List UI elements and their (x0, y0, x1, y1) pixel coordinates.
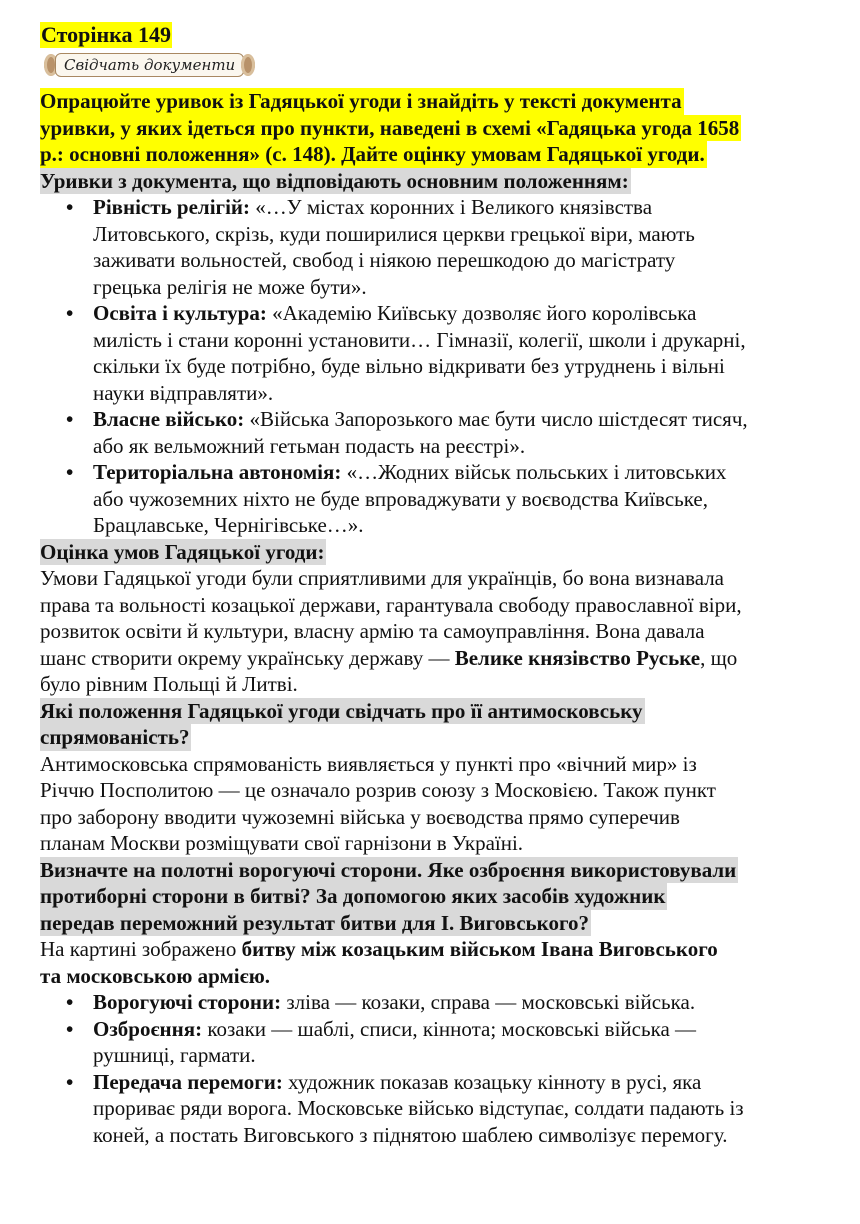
line-text (40, 565, 726, 592)
line-text (93, 406, 750, 433)
text: прориває ряди ворога. Московське військо відступає, солдати падають із (93, 1096, 744, 1120)
text: або чужоземних ніхто не буде впроваджувати у воєводства Київське, (93, 486, 708, 511)
text-line (40, 645, 840, 672)
line-text (93, 194, 654, 221)
text-line (40, 751, 840, 778)
bullet-icon: • (66, 990, 74, 1014)
text: На картині зображено (40, 937, 242, 961)
heading-anti-moscow (40, 698, 840, 751)
text: спрямованість? (40, 725, 190, 749)
line-text (40, 592, 744, 619)
text: науки відправляти». (93, 380, 274, 405)
bullet-autonomy (40, 459, 840, 539)
line-text (93, 274, 369, 301)
text: Уривки з документа, що відповідають основним положенням: (40, 168, 629, 193)
badge-label: Свідчать документи (55, 53, 244, 77)
bullet-weapons (40, 1016, 840, 1069)
ornament-right-icon (241, 54, 255, 76)
text: художник показав козацьку кінноту в русі, яка (282, 1069, 702, 1094)
text-line (40, 327, 840, 354)
line-text (40, 804, 682, 831)
text: «Війська Запорозького має бути число шістдесят тисяч, (244, 407, 748, 431)
text: протиборні сторони в битві? За допомогою яких засобів художник (40, 884, 666, 908)
text: шанс створити окрему українську державу — (40, 645, 455, 670)
text-line (40, 486, 840, 513)
heading-painting (40, 857, 840, 937)
text-line (40, 433, 840, 460)
text: або як вельможний гетьман подасть на реєстрі». (93, 433, 526, 458)
text-line (40, 883, 840, 910)
text-line (40, 194, 840, 221)
text: милість і стани коронні установити… Гімназії, колегії, школи і друкарні, (93, 327, 746, 352)
bullet-icon: • (66, 460, 74, 484)
text: , що (700, 645, 738, 670)
line-text (93, 327, 748, 354)
text-line (40, 989, 840, 1016)
line-text (40, 168, 631, 195)
text: уривки, у яких ідеться про пункти, наведені в схемі «Гадяцька угода 1658 (40, 115, 740, 140)
painting-text (40, 936, 840, 989)
line-text (40, 539, 326, 566)
text-line (40, 1122, 840, 1149)
bullet-victory (40, 1069, 840, 1149)
line-text (40, 698, 645, 725)
text-line (40, 459, 840, 486)
text: «…У містах коронних і Великого князівства (250, 195, 653, 219)
text-line (40, 1095, 840, 1122)
text: Річчю Посполитою — це означало розрив союзу з Московією. Також пункт (40, 778, 716, 802)
text: передав переможний результат битви для І. Виговського? (40, 910, 589, 935)
line-text (40, 645, 739, 672)
bold-text: Рівність релігій: (93, 195, 251, 219)
text: розвиток освіти й культури, власну армію та самоуправління. Вона давала (40, 619, 705, 643)
line-text (93, 1042, 258, 1069)
bold-text: Озброєння: (93, 1016, 203, 1041)
text-line (40, 247, 840, 274)
bold-text: Освіта і культура: (93, 301, 267, 325)
anti-moscow-text (40, 751, 840, 857)
text-line (40, 936, 840, 963)
text-line (40, 168, 840, 195)
text-line (40, 1016, 840, 1043)
line-text (40, 724, 191, 751)
line-text (40, 777, 718, 804)
assessment-text (40, 565, 840, 698)
text-line (40, 777, 840, 804)
bullet-army (40, 406, 840, 459)
text-line (40, 380, 840, 407)
line-text (40, 936, 720, 963)
text: заживати вольностей, свобод і ніякою перешкодою до магістрату (93, 248, 676, 272)
text: коней, а постать Виговського з піднятою шаблею символізує перемогу. (93, 1122, 728, 1147)
text: Антимосковська спрямованість виявляється у пункті про «вічний мир» із (40, 751, 697, 776)
text-line (40, 698, 840, 725)
text-line (40, 592, 840, 619)
text: скільки їх буде потрібно, буде вільно відкривати без утруднень і вільні (93, 354, 725, 378)
text: грецька релігія не може бути». (93, 274, 367, 299)
bold-text: Велике князівство Руське (454, 645, 701, 670)
line-text (93, 1122, 729, 1149)
line-text (93, 380, 275, 407)
text: права та вольності козацької держави, гарантувала свободу православної віри, (40, 592, 742, 617)
bullet-icon: • (66, 195, 74, 219)
document-body (40, 88, 840, 1148)
text-line (40, 804, 840, 831)
line-text (40, 883, 667, 910)
bullet-icon: • (66, 301, 74, 325)
line-text (40, 751, 699, 778)
bullet-religion (40, 194, 840, 300)
bold-text: та московською армією. (40, 963, 270, 988)
text-line (40, 353, 840, 380)
text: було рівним Польщі й Литві. (40, 672, 298, 696)
line-text (40, 963, 272, 990)
bold-text: Передача перемоги: (93, 1069, 283, 1094)
text-line (40, 88, 840, 115)
text: рушниці, гармати. (93, 1043, 256, 1067)
text: Брацлавське, Чернігівське…». (93, 513, 364, 537)
line-text (40, 671, 300, 698)
text-line (40, 1042, 840, 1069)
text: «Академію Київську дозволяє його королівська (266, 301, 697, 325)
line-text (93, 512, 366, 539)
bold-text: битву між козацьким військом Івана Виговського (241, 937, 718, 961)
line-text (93, 1095, 746, 1122)
line-text (40, 141, 707, 168)
bullet-icon: • (66, 407, 74, 431)
line-text (40, 115, 741, 142)
text: планам Москви розміщувати свої гарнізони в Україні. (40, 831, 524, 855)
text-line (40, 115, 840, 142)
line-text (93, 300, 698, 327)
task-question (40, 88, 840, 168)
text-line (40, 671, 840, 698)
line-text (93, 221, 697, 248)
text: «…Жодних військ польських і литовських (341, 460, 727, 484)
text-line (40, 830, 840, 857)
text-line (40, 910, 840, 937)
line-text (93, 433, 527, 460)
heading-assessment (40, 539, 840, 566)
text: Визначте на полотні ворогуючі сторони. Яке озброєння використовували (40, 857, 737, 882)
text: Литовського, скрізь, куди поширилися церкви грецької віри, мають (93, 221, 695, 246)
line-text (93, 247, 677, 274)
line-text (40, 88, 684, 115)
line-text (93, 1069, 703, 1096)
text-line (40, 512, 840, 539)
text-line (40, 724, 840, 751)
text: Опрацюйте уривок із Гадяцької угоди і знайдіть у тексті документа (40, 89, 682, 113)
bullet-icon: • (66, 1069, 74, 1094)
text: Які положення Гадяцької угоди свідчать про її антимосковську (40, 698, 643, 723)
text-line (40, 406, 840, 433)
text-line (40, 221, 840, 248)
text-line (40, 565, 840, 592)
text-line (40, 274, 840, 301)
line-text (93, 989, 697, 1016)
text: Оцінка умов Гадяцької угоди: (40, 539, 325, 564)
page-title: Сторінка 149 (41, 22, 171, 47)
text: козаки — шаблі, списи, кіннота; московські війська — (202, 1016, 697, 1041)
text: р.: основні положення» (с. 148). Дайте оцінку умовам Гадяцької угоди. (40, 142, 705, 166)
bullet-education (40, 300, 840, 406)
bold-text: Територіальна автономія: (93, 460, 342, 484)
text-line (40, 300, 840, 327)
bullet-sides (40, 989, 840, 1016)
text-line (40, 618, 840, 645)
text-line (40, 141, 840, 168)
line-text (93, 1016, 698, 1043)
text-line (40, 539, 840, 566)
line-text (93, 353, 727, 380)
line-text (93, 486, 710, 513)
line-text (40, 857, 738, 884)
text-line (40, 963, 840, 990)
text: Умови Гадяцької угоди були сприятливими для українців, бо вона визнавала (40, 566, 725, 590)
section-badge (44, 52, 255, 78)
heading-excerpts (40, 168, 840, 195)
text-line (40, 1069, 840, 1096)
bullet-icon: • (66, 1016, 74, 1041)
bold-text: Власне військо: (93, 407, 245, 431)
line-text (40, 618, 707, 645)
text: зліва — козаки, справа — московські війська. (281, 990, 696, 1014)
text-line (40, 857, 840, 884)
line-text (93, 459, 728, 486)
line-text (40, 910, 591, 937)
bold-text: Ворогуючі сторони: (93, 990, 282, 1014)
text: про заборону вводити чужоземні війська у воєводства прямо суперечив (40, 804, 680, 829)
line-text (40, 830, 525, 857)
